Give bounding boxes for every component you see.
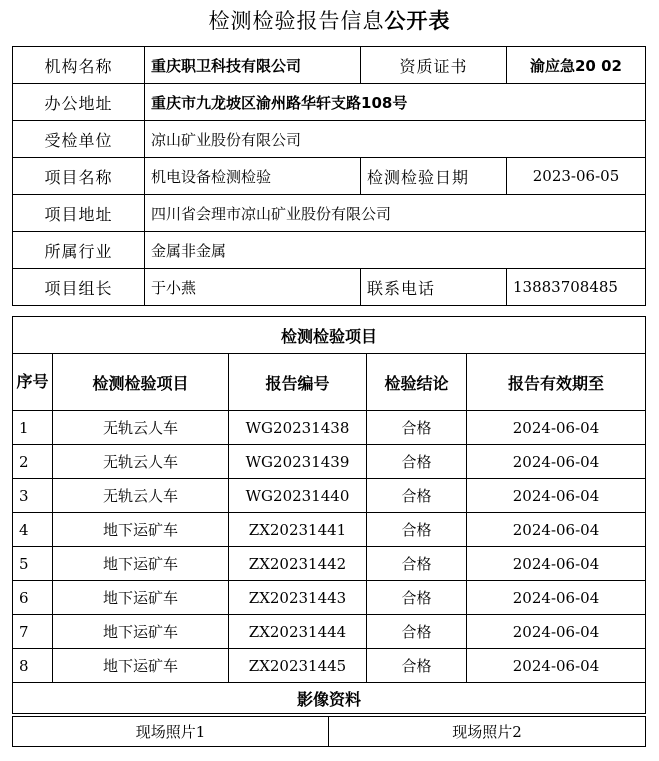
phone-value: 13883708485 xyxy=(507,269,646,306)
row-result: 合格 xyxy=(367,513,467,547)
row-no: 1 xyxy=(13,411,53,445)
table-row xyxy=(13,513,646,547)
row-no: 5 xyxy=(13,547,53,581)
leader-row xyxy=(13,269,646,306)
table-row xyxy=(13,445,646,479)
row-no: 7 xyxy=(13,615,53,649)
leader-label: 项目组长 xyxy=(13,269,145,306)
leader-value: 于小燕 xyxy=(145,269,361,306)
row-valid: 2024-06-04 xyxy=(467,615,646,649)
table-row xyxy=(13,547,646,581)
date-value: 2023-06-05 xyxy=(507,158,646,195)
row-no: 6 xyxy=(13,581,53,615)
row-result: 合格 xyxy=(367,445,467,479)
table-row xyxy=(13,479,646,513)
row-no: 3 xyxy=(13,479,53,513)
items-section-row xyxy=(13,317,646,354)
row-valid: 2024-06-04 xyxy=(467,411,646,445)
row-report: WG20231440 xyxy=(229,479,367,513)
row-report: WG20231438 xyxy=(229,411,367,445)
project-row xyxy=(13,158,646,195)
items-section-title: 检测检验项目 xyxy=(13,317,646,354)
row-valid: 2024-06-04 xyxy=(467,581,646,615)
address-value: 重庆市九龙坡区渝州路华轩支路108号 xyxy=(145,84,646,121)
items-header-row xyxy=(13,354,646,411)
row-no: 8 xyxy=(13,649,53,683)
row-report: ZX20231444 xyxy=(229,615,367,649)
table-row xyxy=(13,615,646,649)
org-label: 机构名称 xyxy=(13,47,145,84)
row-report: ZX20231443 xyxy=(229,581,367,615)
org-row xyxy=(13,47,646,84)
row-report: ZX20231445 xyxy=(229,649,367,683)
row-valid: 2024-06-04 xyxy=(467,649,646,683)
table-row xyxy=(13,649,646,683)
table-row xyxy=(13,581,646,615)
photo-row xyxy=(13,717,646,747)
industry-label: 所属行业 xyxy=(13,232,145,269)
date-label: 检测检验日期 xyxy=(361,158,507,195)
items-table xyxy=(12,316,646,714)
header-result: 检验结论 xyxy=(367,354,467,411)
table-row xyxy=(13,411,646,445)
site-label: 项目地址 xyxy=(13,195,145,232)
photo-2-label: 现场照片2 xyxy=(329,717,646,747)
project-label: 项目名称 xyxy=(13,158,145,195)
row-result: 合格 xyxy=(367,547,467,581)
industry-row xyxy=(13,232,646,269)
header-report: 报告编号 xyxy=(229,354,367,411)
row-item: 无轨云人车 xyxy=(53,445,229,479)
cert-value: 渝应急20 02 xyxy=(507,47,646,84)
row-report: ZX20231442 xyxy=(229,547,367,581)
row-result: 合格 xyxy=(367,615,467,649)
row-result: 合格 xyxy=(367,649,467,683)
row-item: 地下运矿车 xyxy=(53,649,229,683)
row-valid: 2024-06-04 xyxy=(467,547,646,581)
org-value: 重庆职卫科技有限公司 xyxy=(145,47,361,84)
page-title xyxy=(0,6,659,36)
address-label: 办公地址 xyxy=(13,84,145,121)
site-value: 四川省会理市凉山矿业股份有限公司 xyxy=(145,195,646,232)
client-label: 受检单位 xyxy=(13,121,145,158)
row-item: 无轨云人车 xyxy=(53,411,229,445)
industry-value: 金属非金属 xyxy=(145,232,646,269)
row-item: 无轨云人车 xyxy=(53,479,229,513)
row-valid: 2024-06-04 xyxy=(467,479,646,513)
row-result: 合格 xyxy=(367,411,467,445)
site-row xyxy=(13,195,646,232)
title-main: 检测检验报告信息 xyxy=(208,9,385,33)
cert-label: 资质证书 xyxy=(361,47,507,84)
row-no: 2 xyxy=(13,445,53,479)
client-value: 凉山矿业股份有限公司 xyxy=(145,121,646,158)
media-section-title: 影像资料 xyxy=(13,683,646,714)
row-item: 地下运矿车 xyxy=(53,513,229,547)
row-valid: 2024-06-04 xyxy=(467,445,646,479)
row-valid: 2024-06-04 xyxy=(467,513,646,547)
phone-label: 联系电话 xyxy=(361,269,507,306)
header-valid: 报告有效期至 xyxy=(467,354,646,411)
photo-1-label: 现场照片1 xyxy=(13,717,329,747)
row-item: 地下运矿车 xyxy=(53,581,229,615)
row-result: 合格 xyxy=(367,581,467,615)
row-item: 地下运矿车 xyxy=(53,615,229,649)
client-row xyxy=(13,121,646,158)
row-no: 4 xyxy=(13,513,53,547)
title-bold: 公开表 xyxy=(384,9,451,33)
header-item: 检测检验项目 xyxy=(53,354,229,411)
row-report: ZX20231441 xyxy=(229,513,367,547)
photo-table xyxy=(12,716,646,747)
info-table xyxy=(12,46,646,306)
header-no: 序号 xyxy=(13,354,53,411)
media-section-row xyxy=(13,683,646,714)
row-result: 合格 xyxy=(367,479,467,513)
row-item: 地下运矿车 xyxy=(53,547,229,581)
row-report: WG20231439 xyxy=(229,445,367,479)
address-row xyxy=(13,84,646,121)
project-value: 机电设备检测检验 xyxy=(145,158,361,195)
